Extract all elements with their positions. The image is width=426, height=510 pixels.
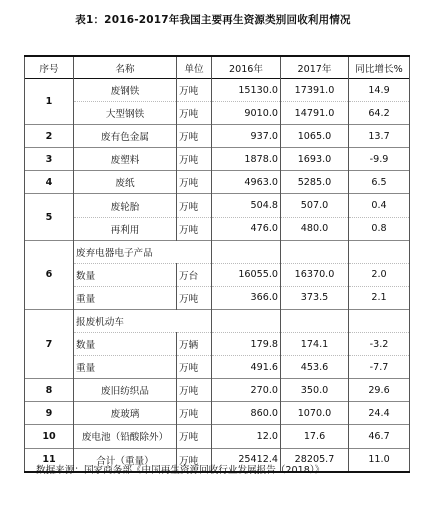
- row-name: 合计（重量）: [74, 448, 177, 472]
- header-growth: 同比增长%: [349, 56, 410, 79]
- row-unit: 万吨: [177, 79, 212, 102]
- recycling-table: [24, 55, 410, 473]
- row-unit: 万辆: [177, 333, 212, 356]
- row-2017: 14791.0: [281, 102, 349, 125]
- row-name: 数量: [74, 333, 177, 356]
- row-2016: 270.0: [212, 379, 281, 402]
- row-growth: 64.2: [349, 102, 410, 125]
- row-2016: 1878.0: [212, 148, 281, 171]
- row-number: 1: [25, 79, 74, 125]
- row-number: 4: [25, 171, 74, 194]
- header-no: 序号: [25, 56, 74, 79]
- row-name: 重量: [74, 286, 177, 309]
- table-row: [25, 309, 410, 332]
- row-unit: 万吨: [177, 379, 212, 402]
- row-2017: 174.1: [281, 333, 349, 356]
- row-unit: 万吨: [177, 402, 212, 425]
- row-growth: -7.7: [349, 356, 410, 379]
- table-row: [25, 402, 410, 425]
- row-2017: 1065.0: [281, 125, 349, 148]
- row-2016: 9010.0: [212, 102, 281, 125]
- row-name: 重量: [74, 356, 177, 379]
- row-2017: 507.0: [281, 194, 349, 217]
- row-growth: 13.7: [349, 125, 410, 148]
- row-growth: 6.5: [349, 171, 410, 194]
- row-growth: 46.7: [349, 425, 410, 448]
- table-row: [25, 217, 410, 240]
- table-row: [25, 148, 410, 171]
- row-unit: 万吨: [177, 125, 212, 148]
- row-unit: 万吨: [177, 217, 212, 240]
- row-2016: 860.0: [212, 402, 281, 425]
- row-name: 报废机动车: [74, 309, 212, 332]
- table-row: [25, 379, 410, 402]
- row-2017: 480.0: [281, 217, 349, 240]
- row-growth: 0.4: [349, 194, 410, 217]
- row-number: 5: [25, 194, 74, 240]
- table-row: [25, 240, 410, 263]
- row-2017: 1070.0: [281, 402, 349, 425]
- row-name: 废旧纺织品: [74, 379, 177, 402]
- row-2016: 12.0: [212, 425, 281, 448]
- row-number: 3: [25, 148, 74, 171]
- row-2016: 504.8: [212, 194, 281, 217]
- table-row: [25, 194, 410, 217]
- row-number: 11: [25, 448, 74, 472]
- row-unit: 万台: [177, 263, 212, 286]
- header-2016: 2016年: [212, 56, 281, 79]
- row-name: 废弃电器电子产品: [74, 240, 212, 263]
- row-growth: 11.0: [349, 448, 410, 472]
- row-number: 10: [25, 425, 74, 448]
- row-2017: 16370.0: [281, 263, 349, 286]
- table-row: [25, 333, 410, 356]
- table-row: [25, 286, 410, 309]
- row-growth: 24.4: [349, 402, 410, 425]
- row-number: 6: [25, 240, 74, 309]
- row-2017: 453.6: [281, 356, 349, 379]
- header-2017: 2017年: [281, 56, 349, 79]
- row-number: 9: [25, 402, 74, 425]
- row-growth: 0.8: [349, 217, 410, 240]
- row-number: 8: [25, 379, 74, 402]
- table-row: [25, 263, 410, 286]
- data-source-note: 数据来源：国家商务部《中国再生资源回收行业发展报告（2018）》: [36, 465, 325, 476]
- row-2016: 937.0: [212, 125, 281, 148]
- row-growth: -3.2: [349, 333, 410, 356]
- row-growth: 29.6: [349, 379, 410, 402]
- row-unit: 万吨: [177, 148, 212, 171]
- table-row: [25, 102, 410, 125]
- table-header-row: [25, 56, 410, 79]
- row-name: 废纸: [74, 171, 177, 194]
- row-unit: 万吨: [177, 171, 212, 194]
- row-unit: 万吨: [177, 356, 212, 379]
- row-2017: 17.6: [281, 425, 349, 448]
- row-growth: 14.9: [349, 79, 410, 102]
- row-2016: 15130.0: [212, 79, 281, 102]
- table-row: [25, 171, 410, 194]
- row-growth: 2.0: [349, 263, 410, 286]
- row-name: 废轮胎: [74, 194, 177, 217]
- row-2017: 350.0: [281, 379, 349, 402]
- row-unit: 万吨: [177, 194, 212, 217]
- row-name: 数量: [74, 263, 177, 286]
- table-row: [25, 425, 410, 448]
- table-title: 表1：2016-2017年我国主要再生资源类别回收利用情况: [75, 14, 351, 26]
- row-2017: 17391.0: [281, 79, 349, 102]
- row-2016: 16055.0: [212, 263, 281, 286]
- row-name: 废电池（铅酸除外）: [74, 425, 177, 448]
- row-name: 大型钢铁: [74, 102, 177, 125]
- row-2017: 1693.0: [281, 148, 349, 171]
- row-2017: 28205.7: [281, 448, 349, 472]
- row-2016: 476.0: [212, 217, 281, 240]
- row-unit: 万吨: [177, 448, 212, 472]
- row-unit: 万吨: [177, 286, 212, 309]
- table-row: [25, 356, 410, 379]
- header-unit: 单位: [177, 56, 212, 79]
- row-number: 7: [25, 309, 74, 378]
- row-2017: 373.5: [281, 286, 349, 309]
- table-row: [25, 79, 410, 102]
- header-name: 名称: [74, 56, 177, 79]
- row-2016: 491.6: [212, 356, 281, 379]
- row-2016: 25412.4: [212, 448, 281, 472]
- row-growth: 2.1: [349, 286, 410, 309]
- row-2016: 366.0: [212, 286, 281, 309]
- row-name: 再利用: [74, 217, 177, 240]
- row-unit: 万吨: [177, 102, 212, 125]
- row-number: 2: [25, 125, 74, 148]
- row-2016: 4963.0: [212, 171, 281, 194]
- row-name: 废钢铁: [74, 79, 177, 102]
- row-2016: 179.8: [212, 333, 281, 356]
- row-unit: 万吨: [177, 425, 212, 448]
- row-name: 废塑料: [74, 148, 177, 171]
- table-row: [25, 125, 410, 148]
- row-name: 废有色金属: [74, 125, 177, 148]
- row-name: 废玻璃: [74, 402, 177, 425]
- row-2017: 5285.0: [281, 171, 349, 194]
- row-growth: -9.9: [349, 148, 410, 171]
